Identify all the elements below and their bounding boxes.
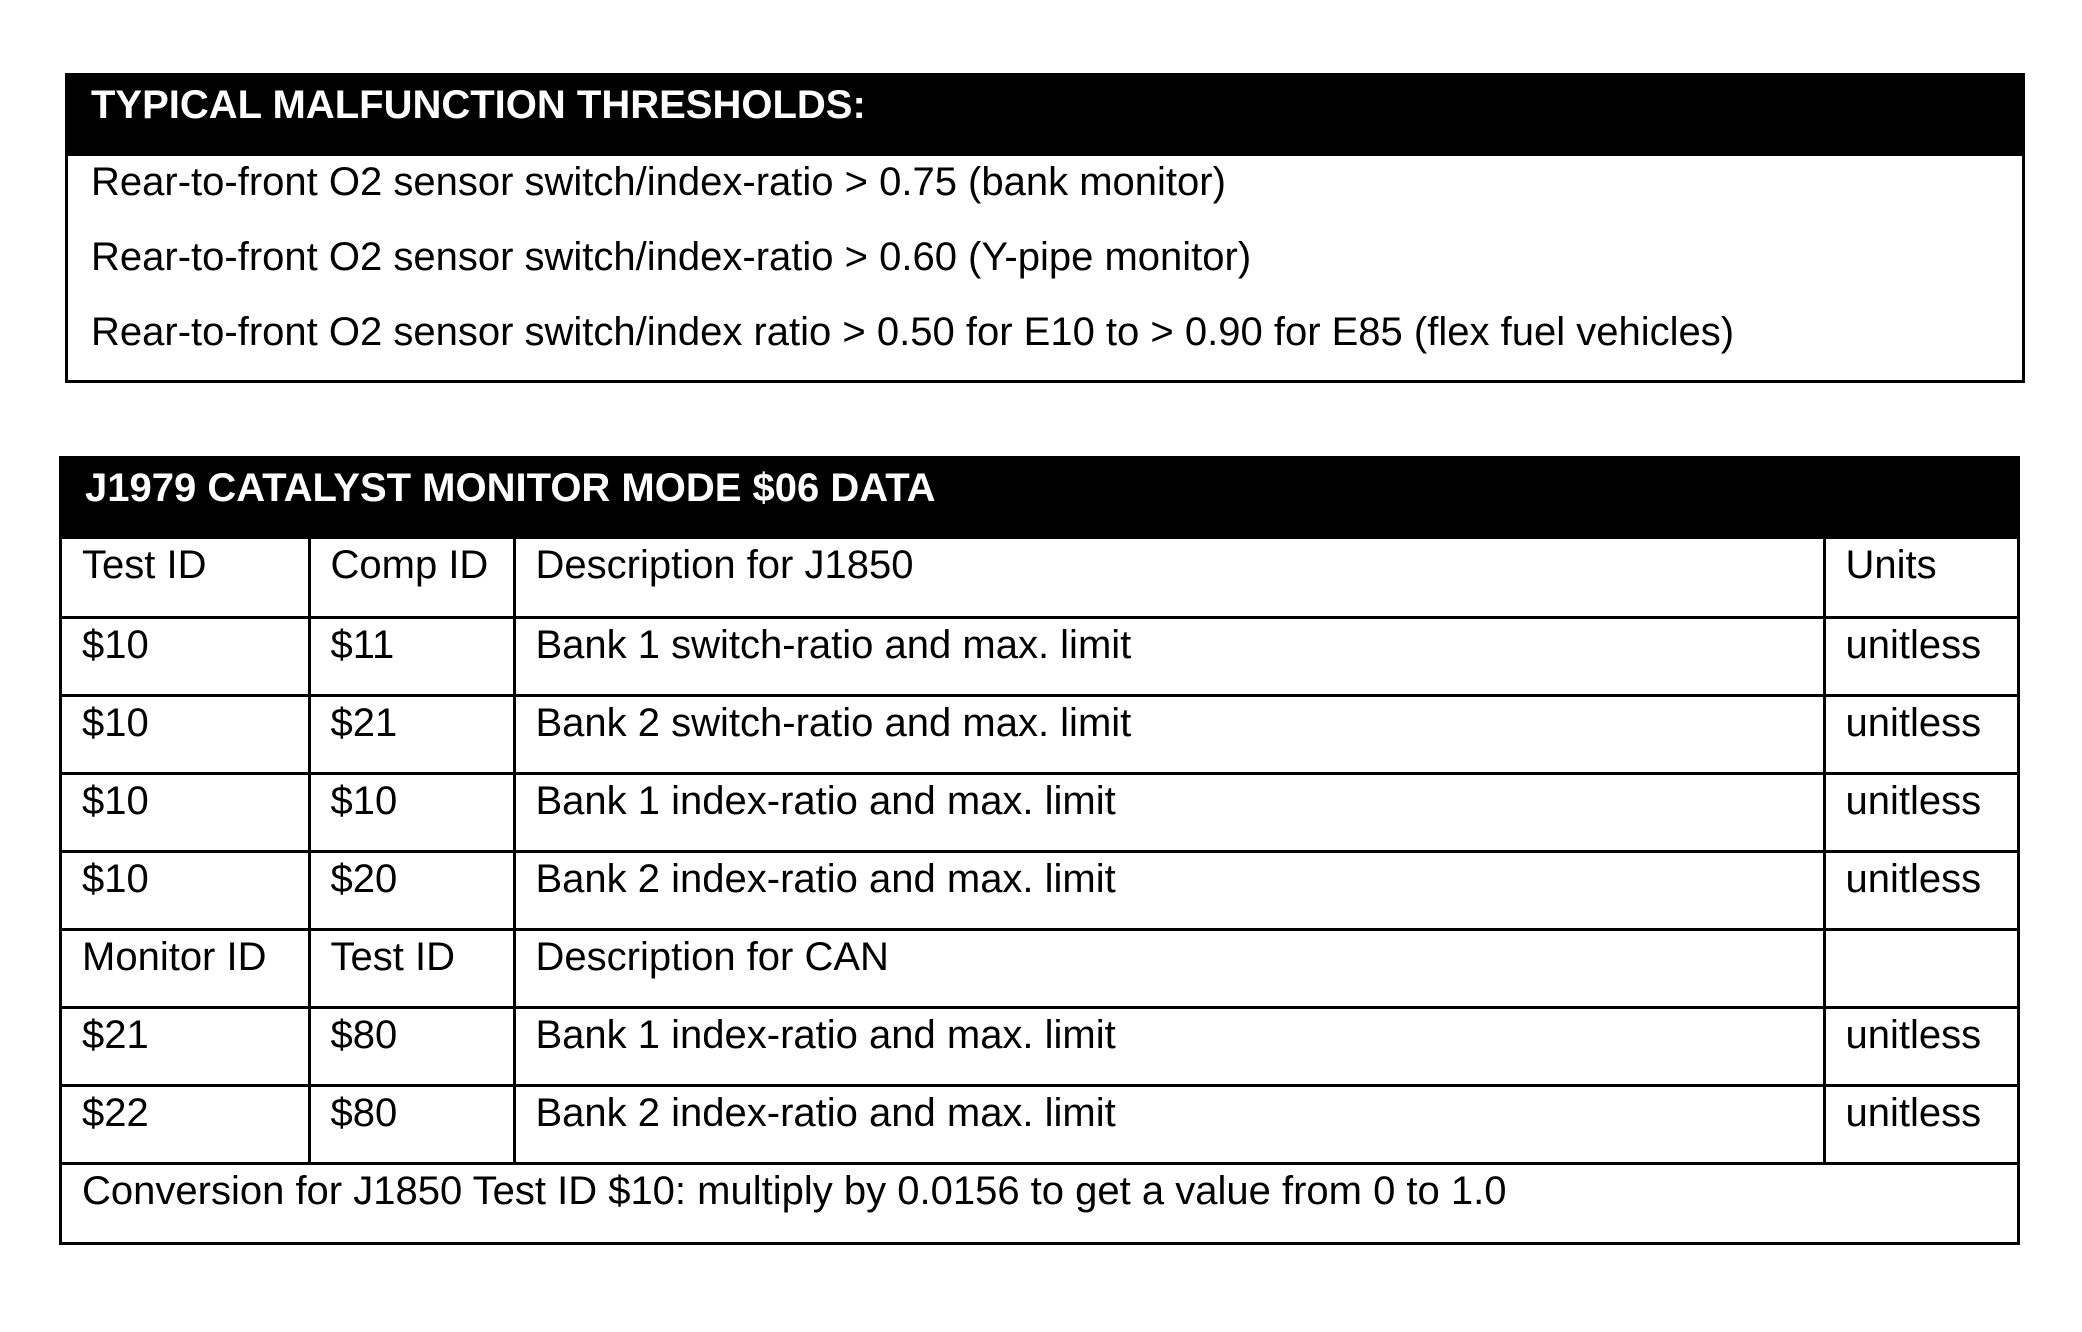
- table-cell: $20: [309, 851, 514, 929]
- table-row: [62, 1085, 2017, 1163]
- table-cell: $10: [62, 773, 309, 851]
- table-cell: unitless: [1824, 1007, 2017, 1085]
- table-cell: $10: [309, 773, 514, 851]
- table-cell: $10: [62, 695, 309, 773]
- header-cell: Comp ID: [309, 539, 514, 617]
- threshold-line-flex-fuel: Rear-to-front O2 sensor switch/index ratio > 0.50 for E10 to > 0.90 for E85 (flex fuel vehicles): [91, 310, 1735, 354]
- header-cell: Description for J1850: [514, 539, 1824, 617]
- header-cell: Description for CAN: [514, 929, 1824, 1007]
- table-cell: $80: [309, 1085, 514, 1163]
- mode06-title: J1979 CATALYST MONITOR MODE $06 DATA: [62, 459, 2017, 539]
- table-cell: $80: [309, 1007, 514, 1085]
- mode06-table: [62, 539, 2017, 1241]
- table-cell: unitless: [1824, 851, 2017, 929]
- footnote-row: [62, 1163, 2017, 1241]
- table-header-row-j1850: [62, 539, 2017, 617]
- table-row: [62, 851, 2017, 929]
- header-cell: Monitor ID: [62, 929, 309, 1007]
- table-row: [62, 1007, 2017, 1085]
- table-cell: $22: [62, 1085, 309, 1163]
- table-cell: Bank 2 index-ratio and max. limit: [514, 851, 1824, 929]
- table-cell: unitless: [1824, 617, 2017, 695]
- threshold-line-bank: Rear-to-front O2 sensor switch/index-ratio > 0.75 (bank monitor): [91, 160, 1226, 204]
- header-cell: [1824, 929, 2017, 1007]
- threshold-line-ypipe: Rear-to-front O2 sensor switch/index-ratio > 0.60 (Y-pipe monitor): [91, 235, 1252, 279]
- table-cell: Bank 1 switch-ratio and max. limit: [514, 617, 1824, 695]
- table-cell: unitless: [1824, 695, 2017, 773]
- table-row: [62, 617, 2017, 695]
- table-cell: unitless: [1824, 1085, 2017, 1163]
- table-row: [62, 695, 2017, 773]
- table-cell: $21: [62, 1007, 309, 1085]
- table-cell: $10: [62, 851, 309, 929]
- table-cell: Bank 2 switch-ratio and max. limit: [514, 695, 1824, 773]
- header-cell: Units: [1824, 539, 2017, 617]
- conversion-footnote: Conversion for J1850 Test ID $10: multiply by 0.0156 to get a value from 0 to 1.0: [62, 1163, 2017, 1241]
- table-cell: $21: [309, 695, 514, 773]
- table-cell: Bank 1 index-ratio and max. limit: [514, 1007, 1824, 1085]
- header-cell: Test ID: [309, 929, 514, 1007]
- thresholds-title: TYPICAL MALFUNCTION THRESHOLDS:: [68, 76, 2022, 156]
- header-cell: Test ID: [62, 539, 309, 617]
- table-row: [62, 773, 2017, 851]
- table-cell: Bank 2 index-ratio and max. limit: [514, 1085, 1824, 1163]
- table-cell: $10: [62, 617, 309, 695]
- table-cell: unitless: [1824, 773, 2017, 851]
- catalyst-monitor-mode06-box: [59, 456, 2020, 1245]
- table-header-row-can: [62, 929, 2017, 1007]
- table-cell: Bank 1 index-ratio and max. limit: [514, 773, 1824, 851]
- malfunction-thresholds-box: [65, 73, 2025, 383]
- table-cell: $11: [309, 617, 514, 695]
